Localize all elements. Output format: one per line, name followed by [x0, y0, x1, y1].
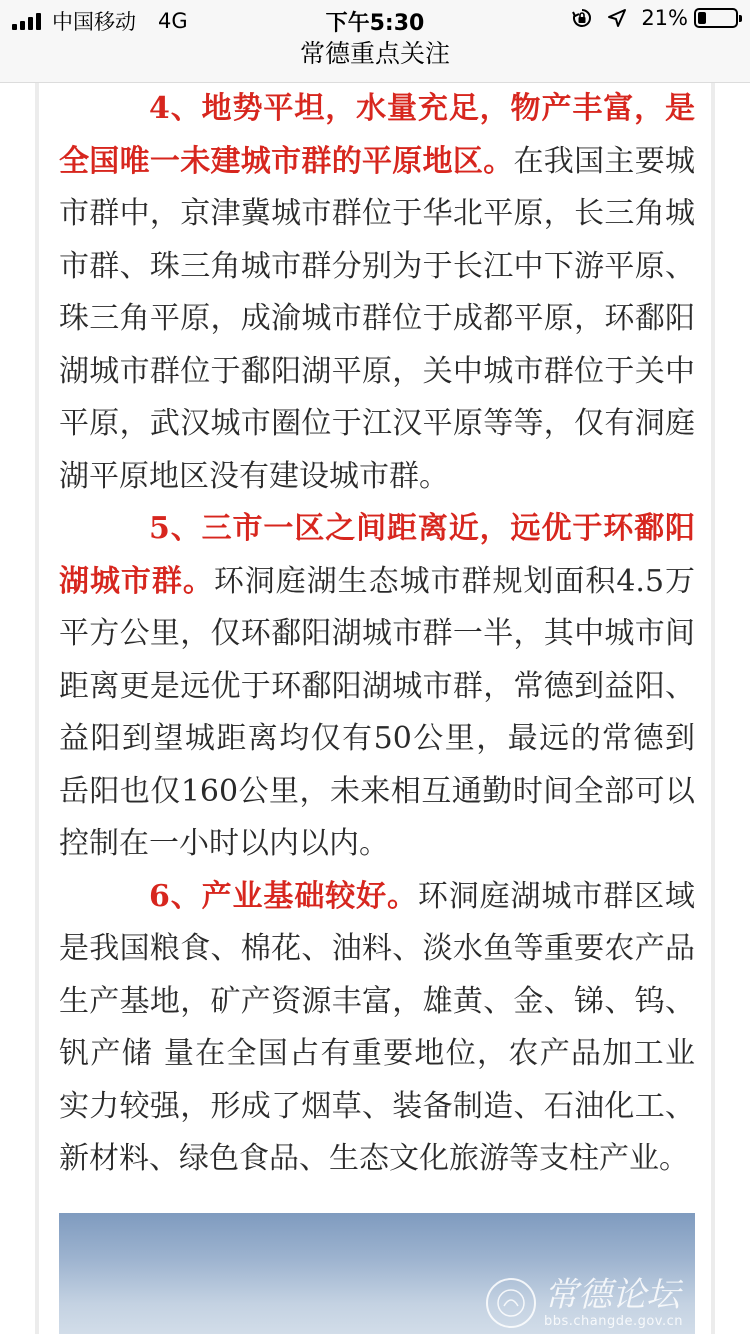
- forum-watermark: [486, 1276, 683, 1329]
- nav-bar: [0, 40, 750, 83]
- orientation-lock-icon: [571, 7, 593, 29]
- battery-fill: [698, 12, 706, 24]
- article-body: [59, 83, 695, 1186]
- status-bar: [0, 0, 750, 40]
- paragraph-4-highlight: 4、地势平坦，水量充足，物产丰富，是全国唯一未建城市群的平原地区。: [59, 91, 695, 179]
- paragraph-4-text: 在我国主要城市群中，京津冀城市群位于华北平原，长三角城市群、珠三角城市群分别为于长江中下游平原、珠三角平原，成渝城市群位于成都平原，环鄱阳湖城市群位于鄱阳湖平原，关中城市群位于关中平原，武汉城市圈位于江汉平原等等，仅有洞庭湖平原地区没有建设城市群。: [59, 143, 695, 494]
- watermark-url: bbs.changde.gov.cn: [543, 1314, 683, 1329]
- paragraph-5: [59, 503, 695, 871]
- paragraph-6: [59, 871, 695, 1186]
- status-right: [571, 6, 738, 30]
- paragraph-6-highlight: 6、产业基础较好。: [149, 878, 418, 914]
- carrier-name: 中国移动: [52, 10, 136, 34]
- watermark-name: 常德论坛: [543, 1275, 680, 1315]
- paragraph-4: [59, 83, 695, 503]
- battery-percent: 21%: [641, 6, 688, 30]
- status-time: 下午5:30: [325, 11, 425, 36]
- article-photo[interactable]: [59, 1213, 695, 1334]
- paragraph-5-highlight: 5、三市一区之间距离近，远优于环鄱阳湖城市群。: [59, 511, 695, 599]
- location-arrow-icon: [607, 8, 627, 28]
- forum-seal-icon: [486, 1278, 536, 1328]
- paragraph-5-text: 环洞庭湖生态城市群规划面积4.5万平方公里，仅环鄱阳湖城市群一半，其中城市间距离更是远优于环鄱阳湖城市群，常德到益阳、益阳到望城距离均仅有50公里，最远的常德到岳阳也仅160公里，未来相互通勤时间全部可以控制在一小时以内以内。: [59, 563, 695, 861]
- network-type: 4G: [158, 9, 188, 33]
- page-title: 常德重点关注: [299, 39, 450, 68]
- paragraph-6-text: 环洞庭湖城市群区域是我国粮食、棉花、油料、淡水鱼等重要农产品生产基地，矿产资源丰富，雄黄、金、锑、钨、钒产储 量在全国占有重要地位，农产品加工业实力较强，形成了烟草、装备制造、石油化工、新材料、绿色食品、生态文化旅游等支柱产业。: [59, 878, 696, 1176]
- battery-icon: [694, 8, 738, 28]
- article-frame: [35, 83, 715, 1334]
